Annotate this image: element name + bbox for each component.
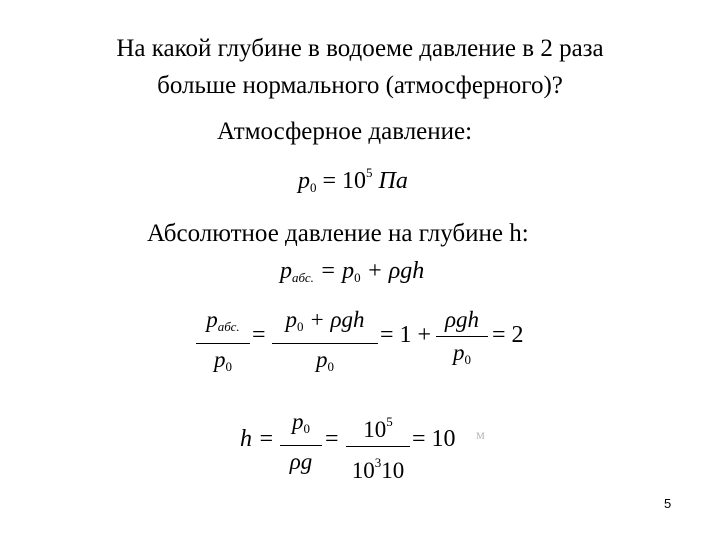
ratio-eq-one: = 1 + [380, 322, 432, 348]
formula-p0: $p0 = 10^5$ Па [298, 165, 408, 195]
h-fraction-1: p0 ρg [280, 408, 322, 476]
abs-heading: Абсолютное давление на глубине h: [147, 220, 529, 247]
title-line-2: больше нормального (атмосферного)? [157, 72, 563, 99]
h-equals: = [325, 426, 339, 452]
ratio-fraction-2: p0 + ρgh p0 [272, 306, 378, 381]
h-lhs: h = [240, 426, 275, 452]
h-result: = 10 [412, 426, 456, 452]
title-line-1: На какой глубине в водоеме давление в 2 раза [116, 35, 604, 62]
ratio-result: = 2 [492, 322, 524, 348]
equals-sign: = [252, 322, 266, 348]
atm-heading: Атмосферное давление: [217, 118, 473, 145]
formula-pabs: pабс. = p0 + ρgh [280, 258, 425, 285]
h-fraction-2: $10^5$ $10^310$ [346, 408, 410, 485]
ratio-fraction-1: pабс. p0 [196, 306, 250, 381]
ratio-fraction-3: ρgh p0 [436, 306, 488, 374]
page-number: 5 [664, 496, 672, 511]
h-unit-faint: м [476, 428, 485, 443]
slide-title [0, 30, 720, 104]
